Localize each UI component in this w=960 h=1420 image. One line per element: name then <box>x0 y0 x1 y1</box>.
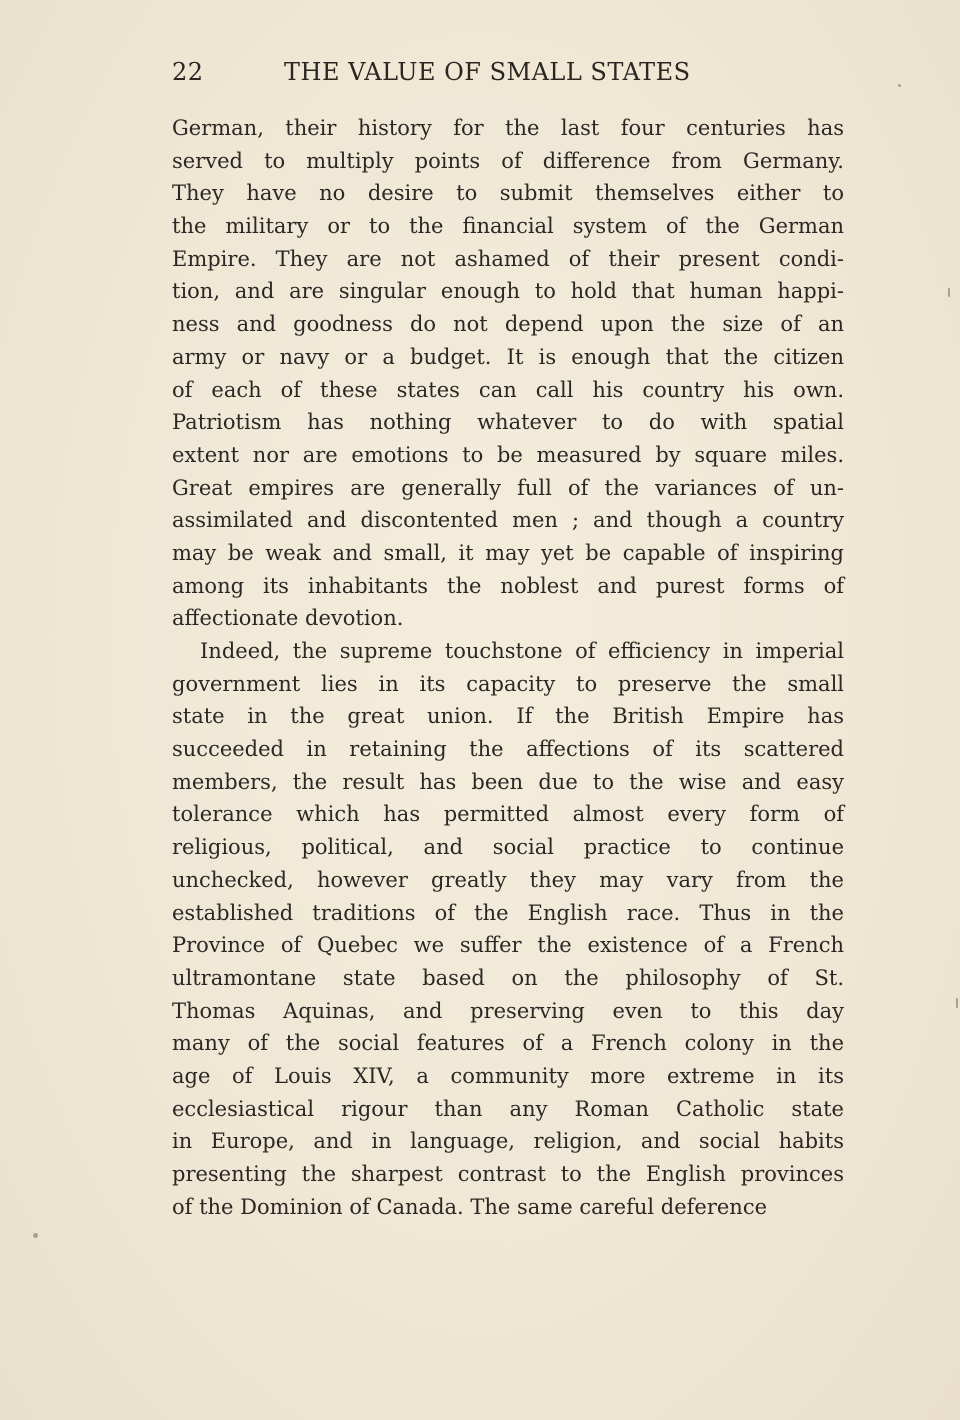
paper-speck <box>956 998 958 1008</box>
text-line: presenting the sharpest contrast to the English provinces <box>172 1162 844 1186</box>
text-line: affectionate devotion. <box>172 606 404 631</box>
text-line: Province of Quebec we suffer the existence of a French <box>172 933 844 958</box>
text-line: the military or to the financial system of the German <box>172 214 844 239</box>
text-line: tion, and are singular enough to hold that human happi- <box>172 279 844 304</box>
text-line: German, their history for the last four centuries has <box>172 116 844 140</box>
text-line: among its inhabitants the noblest and purest forms of <box>172 573 844 598</box>
paper-speck <box>33 1233 38 1238</box>
text-line: of each of these states can call his country his own. <box>172 377 844 402</box>
text-line: may be weak and small, it may yet be capable of inspiring <box>172 540 844 565</box>
body-text <box>172 112 844 1223</box>
text-line: many of the social features of a French colony in the <box>172 1031 844 1056</box>
text-line: age of Louis XIV, a community more extreme in its <box>172 1063 844 1088</box>
text-line: Patriotism has nothing whatever to do with spatial <box>172 410 844 435</box>
running-title: THE VALUE OF SMALL STATES <box>284 58 691 86</box>
text-line: tolerance which has permitted almost every form of <box>172 802 844 827</box>
text-line: ness and goodness do not depend upon the size of an <box>172 312 844 337</box>
paper-speck <box>948 288 950 297</box>
text-line: unchecked, however greatly they may vary from the <box>172 867 844 892</box>
text-line: Empire. They are not ashamed of their present condi- <box>172 246 844 271</box>
text-line: of the Dominion of Canada. The same careful deference <box>172 1194 768 1219</box>
text-line: religious, political, and social practice to continue <box>172 835 844 860</box>
text-line: government lies in its capacity to preserve the small <box>172 671 844 696</box>
text-line: assimilated and discontented men ; and though a country <box>172 508 844 533</box>
text-line: served to multiply points of difference from Germany. <box>172 148 844 173</box>
text-line: Thomas Aquinas, and preserving even to this day <box>172 998 844 1023</box>
text-line: ecclesiastical rigour than any Roman Catholic state <box>172 1096 844 1121</box>
text-line: established traditions of the English race. Thus in the <box>172 900 844 925</box>
page-number: 22 <box>172 58 204 86</box>
paper-speck <box>898 84 901 87</box>
text-line: army or navy or a budget. It is enough that the citizen <box>172 344 844 369</box>
text-line: Indeed, the supreme touchstone of efficiency in imperial <box>200 639 844 663</box>
text-line: members, the result has been due to the wise and easy <box>172 769 844 794</box>
text-line: in Europe, and in language, religion, and social habits <box>172 1129 844 1154</box>
text-line: ultramontane state based on the philosophy of St. <box>172 965 844 990</box>
text-line: Great empires are generally full of the variances of un- <box>172 475 844 500</box>
text-line: extent nor are emotions to be measured by square miles. <box>172 442 844 467</box>
text-line: state in the great union. If the British Empire has <box>172 704 844 729</box>
text-line: succeeded in retaining the affections of its scattered <box>172 737 844 762</box>
page-header <box>172 58 852 94</box>
text-line: They have no desire to submit themselves either to <box>172 181 844 206</box>
